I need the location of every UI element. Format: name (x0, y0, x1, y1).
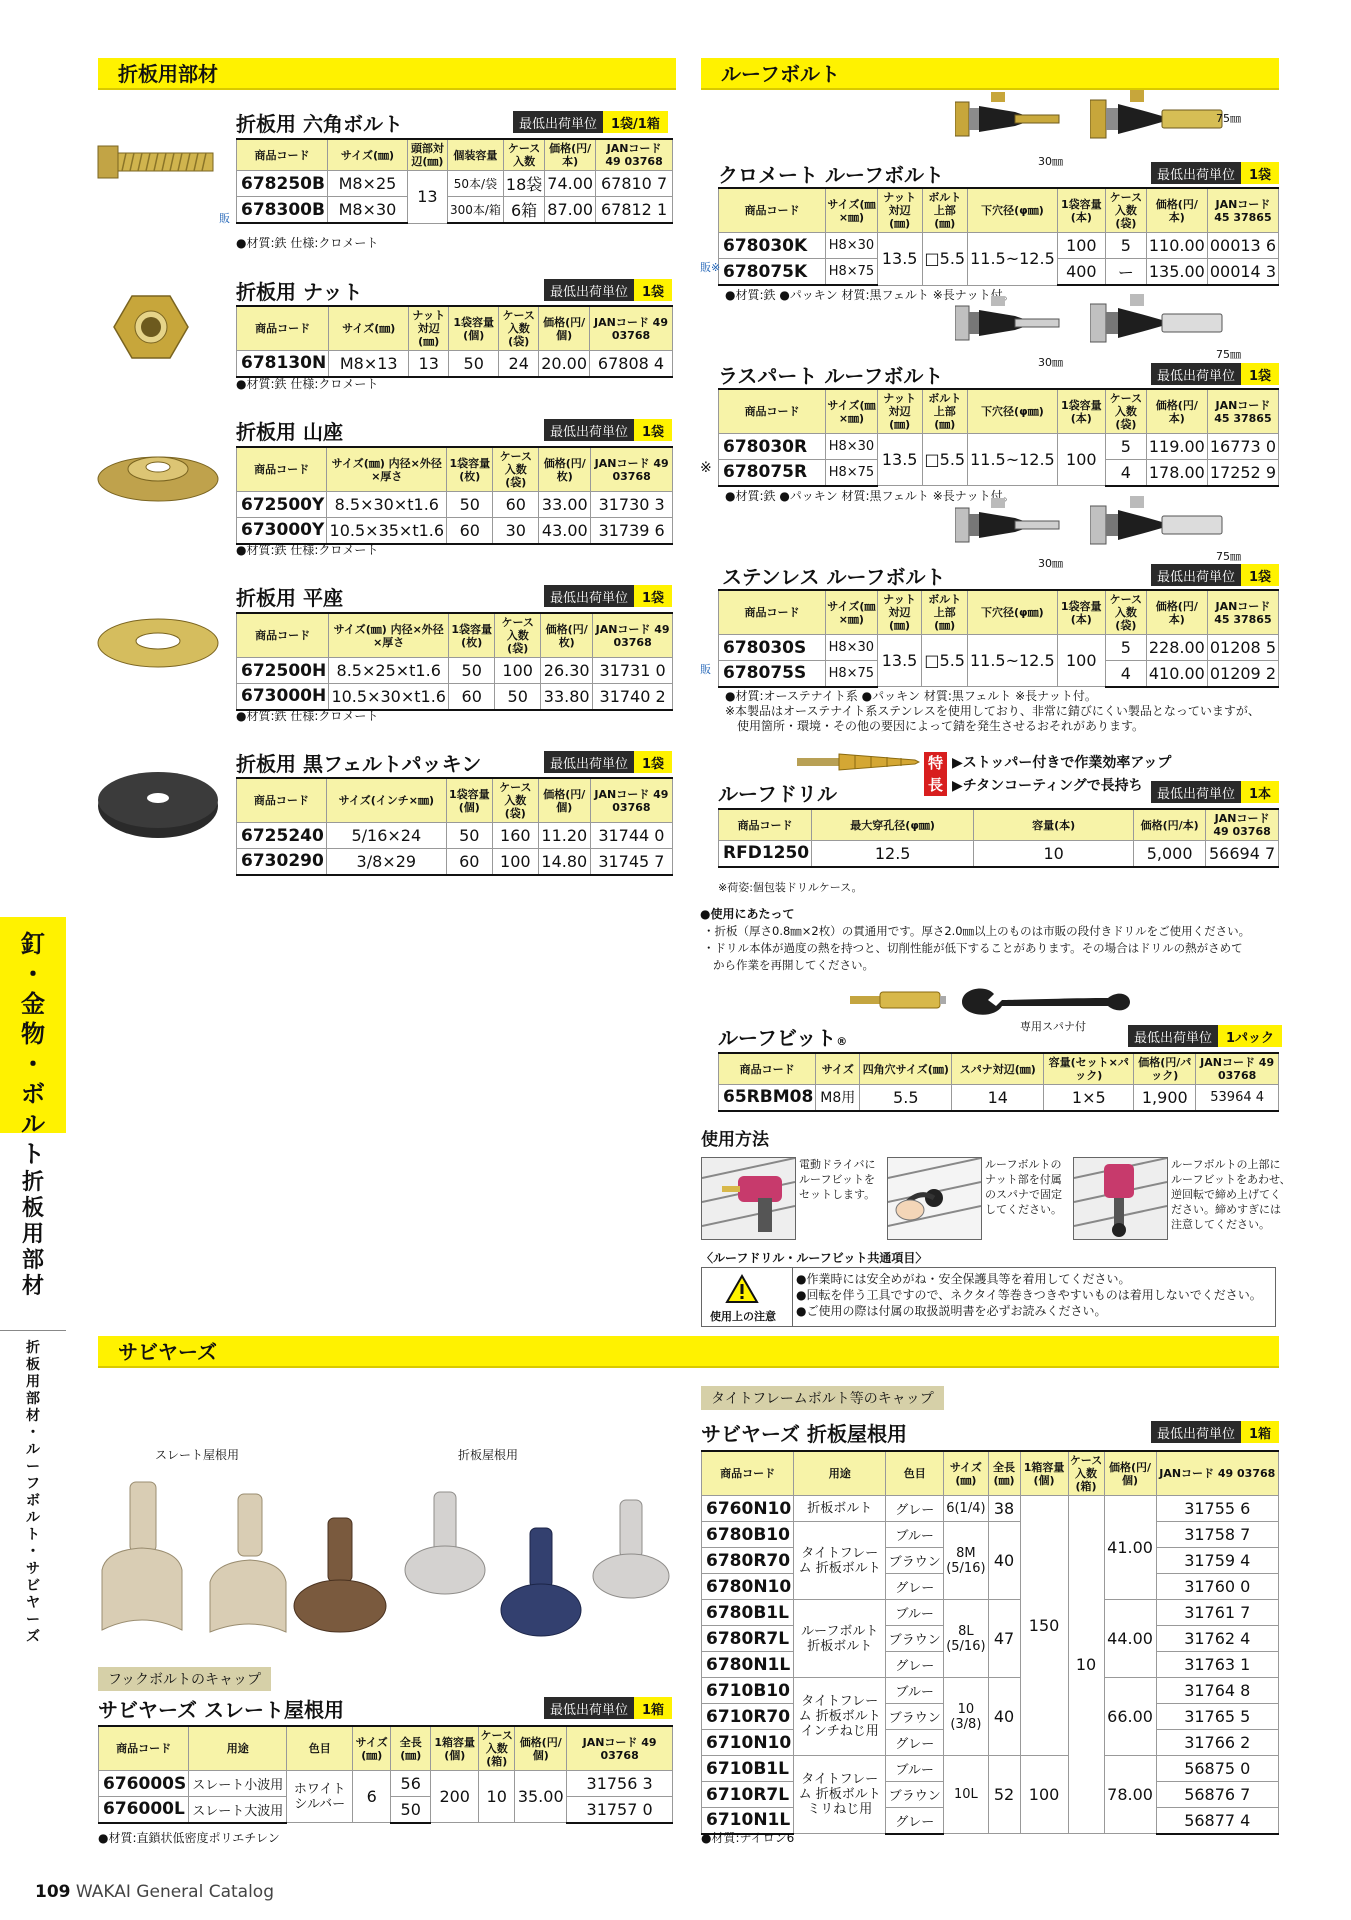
spanner-photo (958, 980, 1133, 1022)
dim-75: 75㎜ (1216, 112, 1241, 125)
side-char: ル (26, 1442, 40, 1458)
nut-title: 折板用 ナット (236, 280, 363, 304)
hiraza-min-unit: 最低出荷単位 1袋 (544, 585, 672, 607)
side-char: サ (26, 1561, 40, 1577)
side-char: 部 (26, 1391, 40, 1407)
table-row: 678300B M8×30 300本/箱 6箱 87.00 67812 1 (237, 197, 673, 224)
side-char: ト (21, 1140, 45, 1168)
table-row: 678075S H8×75 4 410.00 01209 2 (719, 661, 1279, 687)
usage-line: 注意してください。 (1171, 1218, 1270, 1231)
usage-line: 逆回転で締め上げてく (1171, 1188, 1281, 1201)
usage-title: 使用方法 (701, 1130, 769, 1150)
footer: 109 WAKAI General Catalog (35, 1882, 274, 1902)
dim-30: 30㎜ (1038, 557, 1063, 570)
chromate-note: ●材質:鉄 ●パッキン 材質:黒フェルト ※長ナット付。 (725, 288, 1015, 302)
stainless-note-2: ※本製品はオーステナイト系ステンレスを使用しており、非常に錆びにくい製品となっていますが、 (725, 704, 1260, 718)
drill-title: ルーフドリル (718, 782, 837, 806)
felt-table: 商品コード サイズ(インチ×㎜) 1袋容量(個) ケース入数(袋) 価格(円/個) JANコード 49 03768 6725240 5/16×24 50 160 11.20 31744 0 6730290 3/8×29 60 100 14.80 31745 7 (236, 777, 673, 876)
hex-bolt-table: 商品コード サイズ(㎜) 頭部対辺(㎜) 個装容量 ケース入数 価格(円/本) JANコード 49 03768 678250B M8×25 13 50本/袋 18袋 74.00 67810 7 678300B M8×30 300本/箱 6箱 87.00 67812 1 (236, 138, 673, 224)
usage-line: ルーフボルトの (985, 1158, 1062, 1171)
side-tab-subcategories (24, 1340, 42, 1646)
side-divider (0, 1330, 66, 1331)
table-row: 673000Y 10.5×35×t1.6 60 30 43.00 31739 6 (237, 518, 673, 544)
orita-cap-tag: タイトフレームボルト等のキャップ (701, 1386, 944, 1410)
table-row: 6780B1L ルーフボルト 折板ボルト ブルー 8L (5/16) 47 44.00 31761 7 (702, 1600, 1279, 1626)
usage-line: 電動ドライバに (799, 1158, 876, 1171)
usage-step-1-text (799, 1157, 875, 1202)
table-row: 6710R70 ブラウン 31765 5 (702, 1704, 1279, 1730)
chromate-table: 商品コード サイズ(㎜×㎜) ナット対辺(㎜) ボルト上部(㎜) 下穴径(φ㎜) 1袋容量(本) ケース入数(袋) 価格(円/本) JANコード 45 37865 678030K H8×30 13.5 □5.5 11.5~12.5 100 5 110.00 00013 6 678075K H8×75 400 ー 135.00 00014 3 (718, 187, 1279, 286)
nut-table: 商品コード サイズ(㎜) ナット対辺(㎜) 1袋容量(個) ケース入数(袋) 価格(円/個) JANコード 49 03768 678130N M8×13 13 50 24 20.00 67808 4 (236, 305, 673, 378)
felt-photo (96, 768, 220, 840)
orita-cap-title: サビヤーズ 折板屋根用 (701, 1422, 907, 1446)
side-char: 金 (21, 990, 45, 1018)
stainless-note-1: ●材質:オーステナイト系 ●パッキン 材質:黒フェルト ※長ナット付。 (725, 689, 1097, 703)
drill-feature-1: ▶ストッパー付きで作業効率アップ (952, 755, 1172, 771)
side-char: ト (26, 1527, 40, 1543)
yamaza-min-unit: 最低出荷単位 1袋 (544, 419, 672, 441)
side-char: ・ (26, 1425, 40, 1441)
drill-pack-note: ※荷姿:個包装ドリルケース。 (718, 881, 863, 894)
section-sabi: サビヤーズ (98, 1336, 1279, 1368)
drill-min-unit: 最低出荷単位 1本 (1151, 781, 1279, 803)
slate-table: 商品コード 用途 色目 サイズ(㎜) 全長(㎜) 1箱容量(個) ケース入数(箱) 価格(円/個) JANコード 49 03768 676000S スレート小波用 ホワイトシルバー 6 56 200 10 35.00 31756 3 676000L スレート大波用 50 31757 0 (98, 1725, 673, 1824)
usage-line: ルーフビットを (799, 1173, 876, 1186)
raspart-title: ラスパート ルーフボルト (718, 364, 944, 388)
dim-30: 30㎜ (1038, 155, 1063, 168)
chromate-75-photo (1090, 88, 1235, 152)
usage-line: ルーフビットをあわせ、 (1171, 1173, 1291, 1186)
chromate-min-unit: 最低出荷単位 1袋 (1151, 162, 1279, 184)
side-char: ・ (26, 1544, 40, 1560)
raspart-min-unit: 最低出荷単位 1袋 (1151, 363, 1279, 385)
table-row: 678130N M8×13 13 50 24 20.00 67808 4 (237, 351, 673, 377)
raspart-mark: ※ (700, 460, 712, 476)
table-row: 678250B M8×25 13 50本/袋 18袋 74.00 67810 7 (237, 171, 673, 197)
roof-drill-photo (795, 748, 920, 776)
dim-75: 75㎜ (1216, 550, 1241, 563)
side-char: ル (26, 1510, 40, 1526)
table-row: 6710B10 タイトフレーム 折板ボルト インチねじ用 ブルー 10 (3/8) 40 66.00 31764 8 (702, 1678, 1279, 1704)
table-row: 6780N10 グレー 31760 0 (702, 1574, 1279, 1600)
yamaza-photo (96, 445, 221, 505)
side-char: 部 (21, 1248, 44, 1273)
chromate-30-photo (955, 88, 1065, 152)
hiraza-title: 折板用 平座 (236, 586, 343, 610)
nut-min-unit: 最低出荷単位 1袋 (544, 279, 672, 301)
side-char: 板 (21, 1196, 44, 1221)
side-char: ボ (26, 1493, 40, 1509)
chromate-title: クロメート ルーフボルト (718, 163, 944, 187)
orita-cap-min-unit: 最低出荷単位 1箱 (1151, 1421, 1279, 1443)
bit-min-unit: 最低出荷単位 1パック (1128, 1025, 1282, 1047)
table-row: 6780R7L ブラウン 31762 4 (702, 1626, 1279, 1652)
usage-line: セットします。 (799, 1188, 876, 1201)
drill-use-3: から作業を再開してください。 (713, 958, 874, 972)
table-row: 6780N1L グレー 31763 1 (702, 1652, 1279, 1678)
side-char: ・ (21, 1050, 45, 1078)
side-char: 板 (26, 1357, 40, 1373)
dim-30: 30㎜ (1038, 356, 1063, 369)
table-row: 6710R7L ブラウン 56876 7 (702, 1782, 1279, 1808)
usage-step-2-text (985, 1157, 1062, 1217)
table-row: 6730290 3/8×29 60 100 14.80 31745 7 (237, 849, 673, 875)
dim-75: 75㎜ (1216, 348, 1241, 361)
hiraza-photo (96, 615, 221, 671)
usage-line: のスパナで固定 (985, 1188, 1062, 1201)
caution-label: 使用上の注意 (710, 1310, 776, 1323)
drill-table: 商品コード 最大穿孔径(φ㎜) 容量(本) 価格(円/本) JANコード 49 03768 RFD1250 12.5 10 5,000 56694 7 (718, 808, 1279, 868)
table-row: RFD1250 12.5 10 5,000 56694 7 (719, 841, 1279, 867)
side-char: ル (21, 1110, 45, 1138)
side-char: 用 (21, 1222, 44, 1247)
table-row: 6710N1L グレー 56877 4 (702, 1808, 1279, 1834)
usage-step-3-image (1073, 1157, 1168, 1240)
roof-bit-photo (848, 988, 948, 1012)
side-char: ヤ (26, 1595, 40, 1611)
table-row: 6780R70 ブラウン 31759 4 (702, 1548, 1279, 1574)
side-char: ボ (21, 1080, 45, 1108)
raspart-75-photo (1090, 292, 1235, 356)
table-row: 6780B10 タイトフレーム 折板ボルト ブルー 8M (5/16) 40 31758 7 (702, 1522, 1279, 1548)
drill-use-2: ・ドリル本体が過度の熱を持つと、切削性能が低下することがあります。その場合はドリルの熱がさめて (703, 941, 1243, 955)
warning-icon (725, 1274, 759, 1304)
section-orita: 折板用部材 (98, 58, 676, 90)
table-row: 6710B1L タイトフレーム 折板ボルト ミリねじ用 ブルー 10L 52 100 78.00 56875 0 (702, 1756, 1279, 1782)
side-char: ビ (26, 1578, 40, 1594)
yamaza-note: ●材質:鉄 仕様:クロメート (236, 543, 379, 557)
raspart-note: ●材質:鉄 ●パッキン 材質:黒フェルト ※長ナット付。 (725, 489, 1015, 503)
table-row: 678075K H8×75 400 ー 135.00 00014 3 (719, 259, 1279, 286)
drill-feature-2: ▶チタンコーティングで長持ち (952, 778, 1143, 794)
stainless-30-photo (955, 494, 1065, 558)
bit-table: 商品コード サイズ 四角穴サイズ(㎜) スパナ対辺(㎜) 容量(セット×パック) 価格(円/パック) JANコード 49 03768 65RBM08 M8用 5.5 14 1×5 1,900 53964 4 (718, 1052, 1279, 1112)
usage-line: ださい。締めすぎには (1171, 1203, 1281, 1216)
usage-step-2-image (887, 1157, 982, 1240)
stainless-note-3: 使用箇所・環境・その他の要因によって錆を発生させるおそれがあります。 (737, 719, 1145, 733)
stainless-75-photo (1090, 494, 1235, 558)
hiraza-table: 商品コード サイズ(㎜) 内径×外径×厚さ 1袋容量(枚) ケース入数(袋) 価格(円/枚) JANコード 49 03768 672500H 8.5×25×t1.6 50 100 26.30 31731 0 673000H 10.5×30×t1.6 60 50 33.80 31740 2 (236, 612, 673, 711)
sales-mark: 販 (219, 212, 230, 225)
orita-cap-note: ●材質:ナイロン6 (701, 1831, 795, 1845)
hiraza-note: ●材質:鉄 仕様:クロメート (236, 709, 379, 723)
side-char: 折 (26, 1340, 40, 1356)
side-char: 釘 (21, 930, 45, 958)
table-row: 6710N10 グレー 31766 2 (702, 1730, 1279, 1756)
usage-step-1-image (701, 1157, 796, 1240)
slate-title: サビヤーズ スレート屋根用 (98, 1698, 344, 1722)
caution-box (701, 1267, 1276, 1327)
table-row: 672500Y 8.5×30×t1.6 50 60 33.00 31730 3 (237, 492, 673, 518)
table-row: 65RBM08 M8用 5.5 14 1×5 1,900 53964 4 (719, 1085, 1279, 1111)
table-row: 678030R H8×30 13.5 □5.5 11.5~12.5 100 5 119.00 16773 0 (719, 434, 1279, 460)
bit-title: ルーフビット® (718, 1026, 848, 1050)
side-char: 物 (21, 1020, 45, 1048)
table-row: 672500H 8.5×25×t1.6 50 100 26.30 31731 0 (237, 658, 673, 684)
drill-use-1: ・折板（厚さ0.8㎜×2枚）の貫通用です。厚さ2.0㎜以上のものは市販の段付きドリルをご使用ください。 (703, 924, 1251, 938)
hex-bolt-min-unit: 最低出荷単位 1袋/1箱 (513, 111, 668, 133)
side-char: 折 (21, 1170, 44, 1195)
table-row: 678030S H8×30 13.5 □5.5 11.5~12.5 100 5 228.00 01208 5 (719, 635, 1279, 661)
side-char: ・ (21, 960, 45, 988)
section-roof: ルーフボルト (701, 58, 1279, 90)
nut-photo (112, 292, 190, 362)
spanner-label: 専用スパナ付 (1020, 1020, 1086, 1033)
yamaza-title: 折板用 山座 (236, 420, 343, 444)
sabi-slate-label: スレート屋根用 (155, 1448, 240, 1462)
stainless-min-unit: 最低出荷単位 1袋 (1151, 564, 1279, 586)
caution-lines: ●作業時には安全めがね・安全保護具等を着用してください。 ●回転を伴う工具ですので、ネクタイ等巻きつきやすいものは着用しないでください。 ●ご使用の際は付属の取扱説明書を必ずお読みください。 (796, 1272, 1262, 1318)
raspart-30-photo (955, 292, 1065, 356)
table-row: 676000S スレート小波用 ホワイトシルバー 6 56 200 10 35.00 31756 3 (99, 1771, 673, 1797)
table-row: 6725240 5/16×24 50 160 11.20 31744 0 (237, 823, 673, 849)
table-row: 678075R H8×75 4 178.00 17252 9 (719, 460, 1279, 486)
feature-badge: 特 長 (924, 752, 947, 796)
usage-step-3-text (1171, 1157, 1291, 1232)
side-char: ー (26, 1459, 40, 1475)
hex-bolt-note: ●材質:鉄 仕様:クロメート (236, 236, 379, 250)
chromate-mark: 販※ (700, 261, 721, 274)
side-tab-category (0, 917, 66, 1168)
stainless-mark: 販 (700, 663, 711, 676)
orita-cap-table: 商品コード 用途 色目 サイズ(㎜) 全長(㎜) 1箱容量(個) ケース入数(箱) 価格(円/個) JANコード 49 03768 6760N10 折板ボルト グレー 6(1/4) 38 150 10 41.00 31755 6 6780B10 タイトフレーム 折板ボルト ブルー 8M (5/16) 40 31758 7 6780R70 ブラウン 31759 4 6780N10 グレー 31760 0 6780B1L ルーフボルト 折板ボルト ブルー 8L (5/16) 47 44.00 31761 7 6780R7L ブラウン 31762 4 6780N1L グレー 31763 1 6710B10 タイトフレーム 折板ボルト インチねじ用 ブルー 10 (3/8) 40 66.00 31764 8 6710R70 ブラウン 31765 5 6710N10 グレー 31766 2 6710B1L タイトフレーム 折板ボルト ミリねじ用 ブルー 10L 52 100 78.00 56875 0 6710R7L ブラウン 56876 7 6710N1L グレー 56877 4 (701, 1450, 1279, 1835)
side-char: ズ (26, 1629, 40, 1645)
yamaza-table: 商品コード サイズ(㎜) 内径×外径×厚さ 1袋容量(枚) ケース入数(袋) 価格(円/枚) JANコード 49 03768 672500Y 8.5×30×t1.6 50 60 33.00 31730 3 673000Y 10.5×35×t1.6 60 30 43.00 31739 6 (236, 446, 673, 545)
side-char: フ (26, 1476, 40, 1492)
slate-tag: フックボルトのキャップ (98, 1667, 271, 1691)
common-title: 〈ルーフドリル・ルーフビット共通項目〉 (701, 1251, 928, 1265)
table-row: 673000H 10.5×30×t1.6 60 50 33.80 31740 2 (237, 684, 673, 710)
table-row: 676000L スレート大波用 50 31757 0 (99, 1797, 673, 1823)
usage-line: してください。 (985, 1203, 1062, 1216)
felt-min-unit: 最低出荷単位 1袋 (544, 751, 672, 773)
side-char: 用 (26, 1374, 40, 1390)
slate-min-unit: 最低出荷単位 1箱 (544, 1697, 672, 1719)
table-row: 678030K H8×30 13.5 □5.5 11.5~12.5 100 5 110.00 00013 6 (719, 233, 1279, 259)
drill-use-title: ●使用にあたって (700, 907, 795, 921)
hex-bolt-title: 折板用 六角ボルト (236, 112, 403, 136)
nut-note: ●材質:鉄 仕様:クロメート (236, 377, 379, 391)
usage-line: ナット部を付属 (985, 1173, 1062, 1186)
usage-line: ルーフボルトの上部に (1171, 1158, 1281, 1171)
stainless-title: ステンレス ルーフボルト (722, 565, 946, 589)
side-char: ー (26, 1612, 40, 1628)
sabi-caps-photo (96, 1470, 676, 1655)
stainless-table: 商品コード サイズ(㎜×㎜) ナット対辺(㎜) ボルト上部(㎜) 下穴径(φ㎜) 1袋容量(本) ケース入数(袋) 価格(円/本) JANコード 45 37865 678030S H8×30 13.5 □5.5 11.5~12.5 100 5 228.00 01208 5 678075S H8×75 4 410.00 01209 2 (718, 589, 1279, 688)
felt-title: 折板用 黒フェルトパッキン (236, 752, 482, 776)
table-row: 6760N10 折板ボルト グレー 6(1/4) 38 150 10 41.00 31755 6 (702, 1496, 1279, 1522)
side-char: 材 (21, 1274, 44, 1299)
raspart-table: 商品コード サイズ(㎜×㎜) ナット対辺(㎜) ボルト上部(㎜) 下穴径(φ㎜) 1袋容量(本) ケース入数(袋) 価格(円/本) JANコード 45 37865 678030R H8×30 13.5 □5.5 11.5~12.5 100 5 119.00 16773 0 678075R H8×75 4 178.00 17252 9 (718, 388, 1279, 487)
hex-bolt-photo (96, 140, 216, 184)
side-tab-current (18, 1170, 48, 1300)
side-char: 材 (26, 1408, 40, 1424)
sabi-orita-label: 折板屋根用 (458, 1448, 519, 1462)
slate-note: ●材質:直鎖状低密度ポリエチレン (98, 1831, 280, 1845)
